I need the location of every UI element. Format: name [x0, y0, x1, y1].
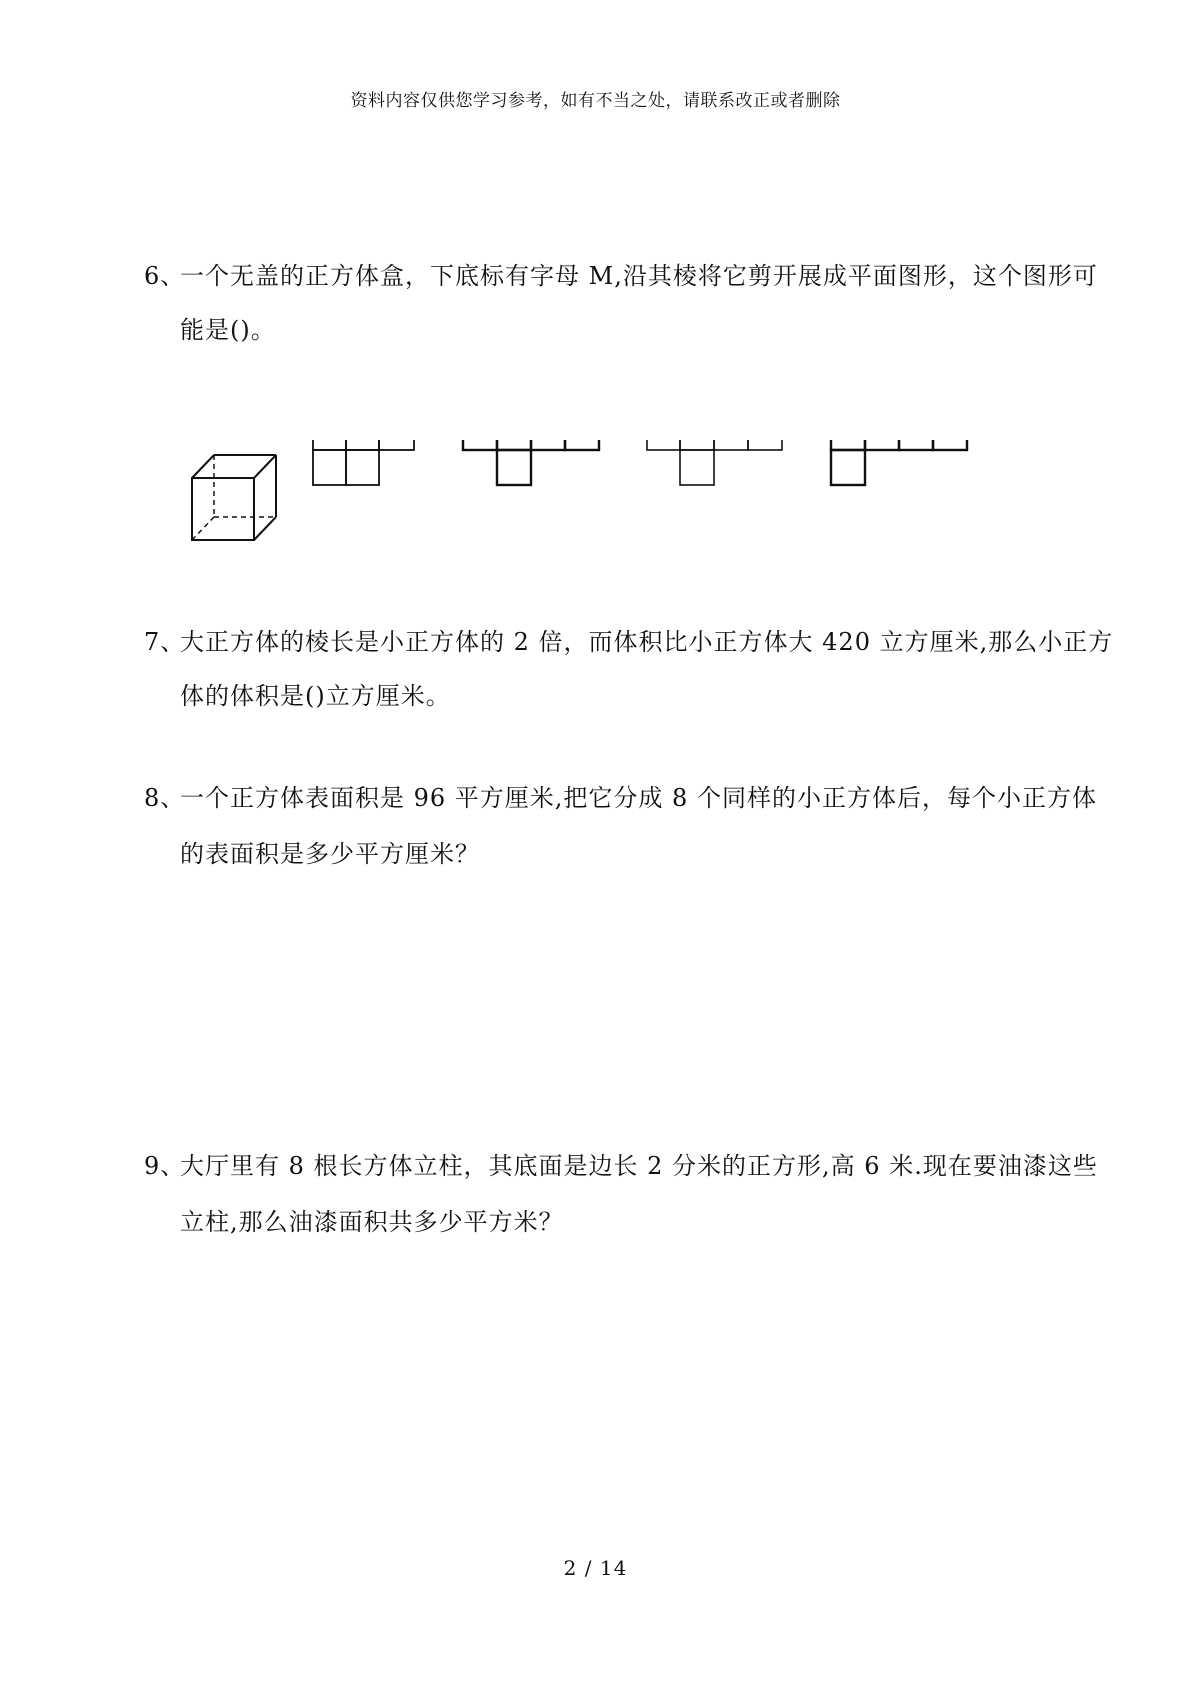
- question-7-number: 7、: [144, 628, 186, 656]
- question-7: [144, 622, 1113, 657]
- question-6-number: 6、: [144, 262, 186, 290]
- question-9-text-line1: 大厅里有 8 根长方体立柱，其底面是边长 2 分米的正方形,高 6 米.现在要油漆这些: [180, 1152, 1098, 1180]
- net-d: [831, 440, 967, 485]
- question-6-text-line2: 能是()。: [180, 316, 276, 344]
- question-6-figures: [180, 440, 1080, 550]
- cube-drawing: [192, 455, 276, 540]
- question-8-text-line1: 一个正方体表面积是 96 平方厘米,把它分成 8 个同样的小正方体后，每个小正方体: [180, 784, 1097, 812]
- question-9-number: 9、: [144, 1152, 186, 1180]
- question-7-text-line2: 体的体积是()立方厘米。: [180, 682, 451, 710]
- question-6-text-line1: 一个无盖的正方体盒，下底标有字母 M,沿其棱将它剪开展成平面图形，这个图形可: [180, 262, 1098, 290]
- question-9-text-line2: 立柱,那么油漆面积共多少平方米？: [180, 1208, 564, 1236]
- page-number: 2 / 14: [563, 1556, 628, 1580]
- question-7-text-line1: 大正方体的棱长是小正方体的 2 倍，而体积比小正方体大 420 立方厘米,那么小正方: [180, 628, 1114, 656]
- net-c: [647, 440, 782, 485]
- question-8-text-line2: 的表面积是多少平方厘米？: [180, 840, 480, 868]
- net-b: [463, 440, 599, 485]
- net-a: [313, 440, 414, 485]
- question-8-number: 8、: [144, 784, 186, 812]
- question-8: [144, 778, 1097, 813]
- question-6: [144, 256, 1098, 291]
- question-9: [144, 1146, 1098, 1181]
- page-header-notice: 资料内容仅供您学习参考，如有不当之处，请联系改正或者删除: [350, 91, 841, 111]
